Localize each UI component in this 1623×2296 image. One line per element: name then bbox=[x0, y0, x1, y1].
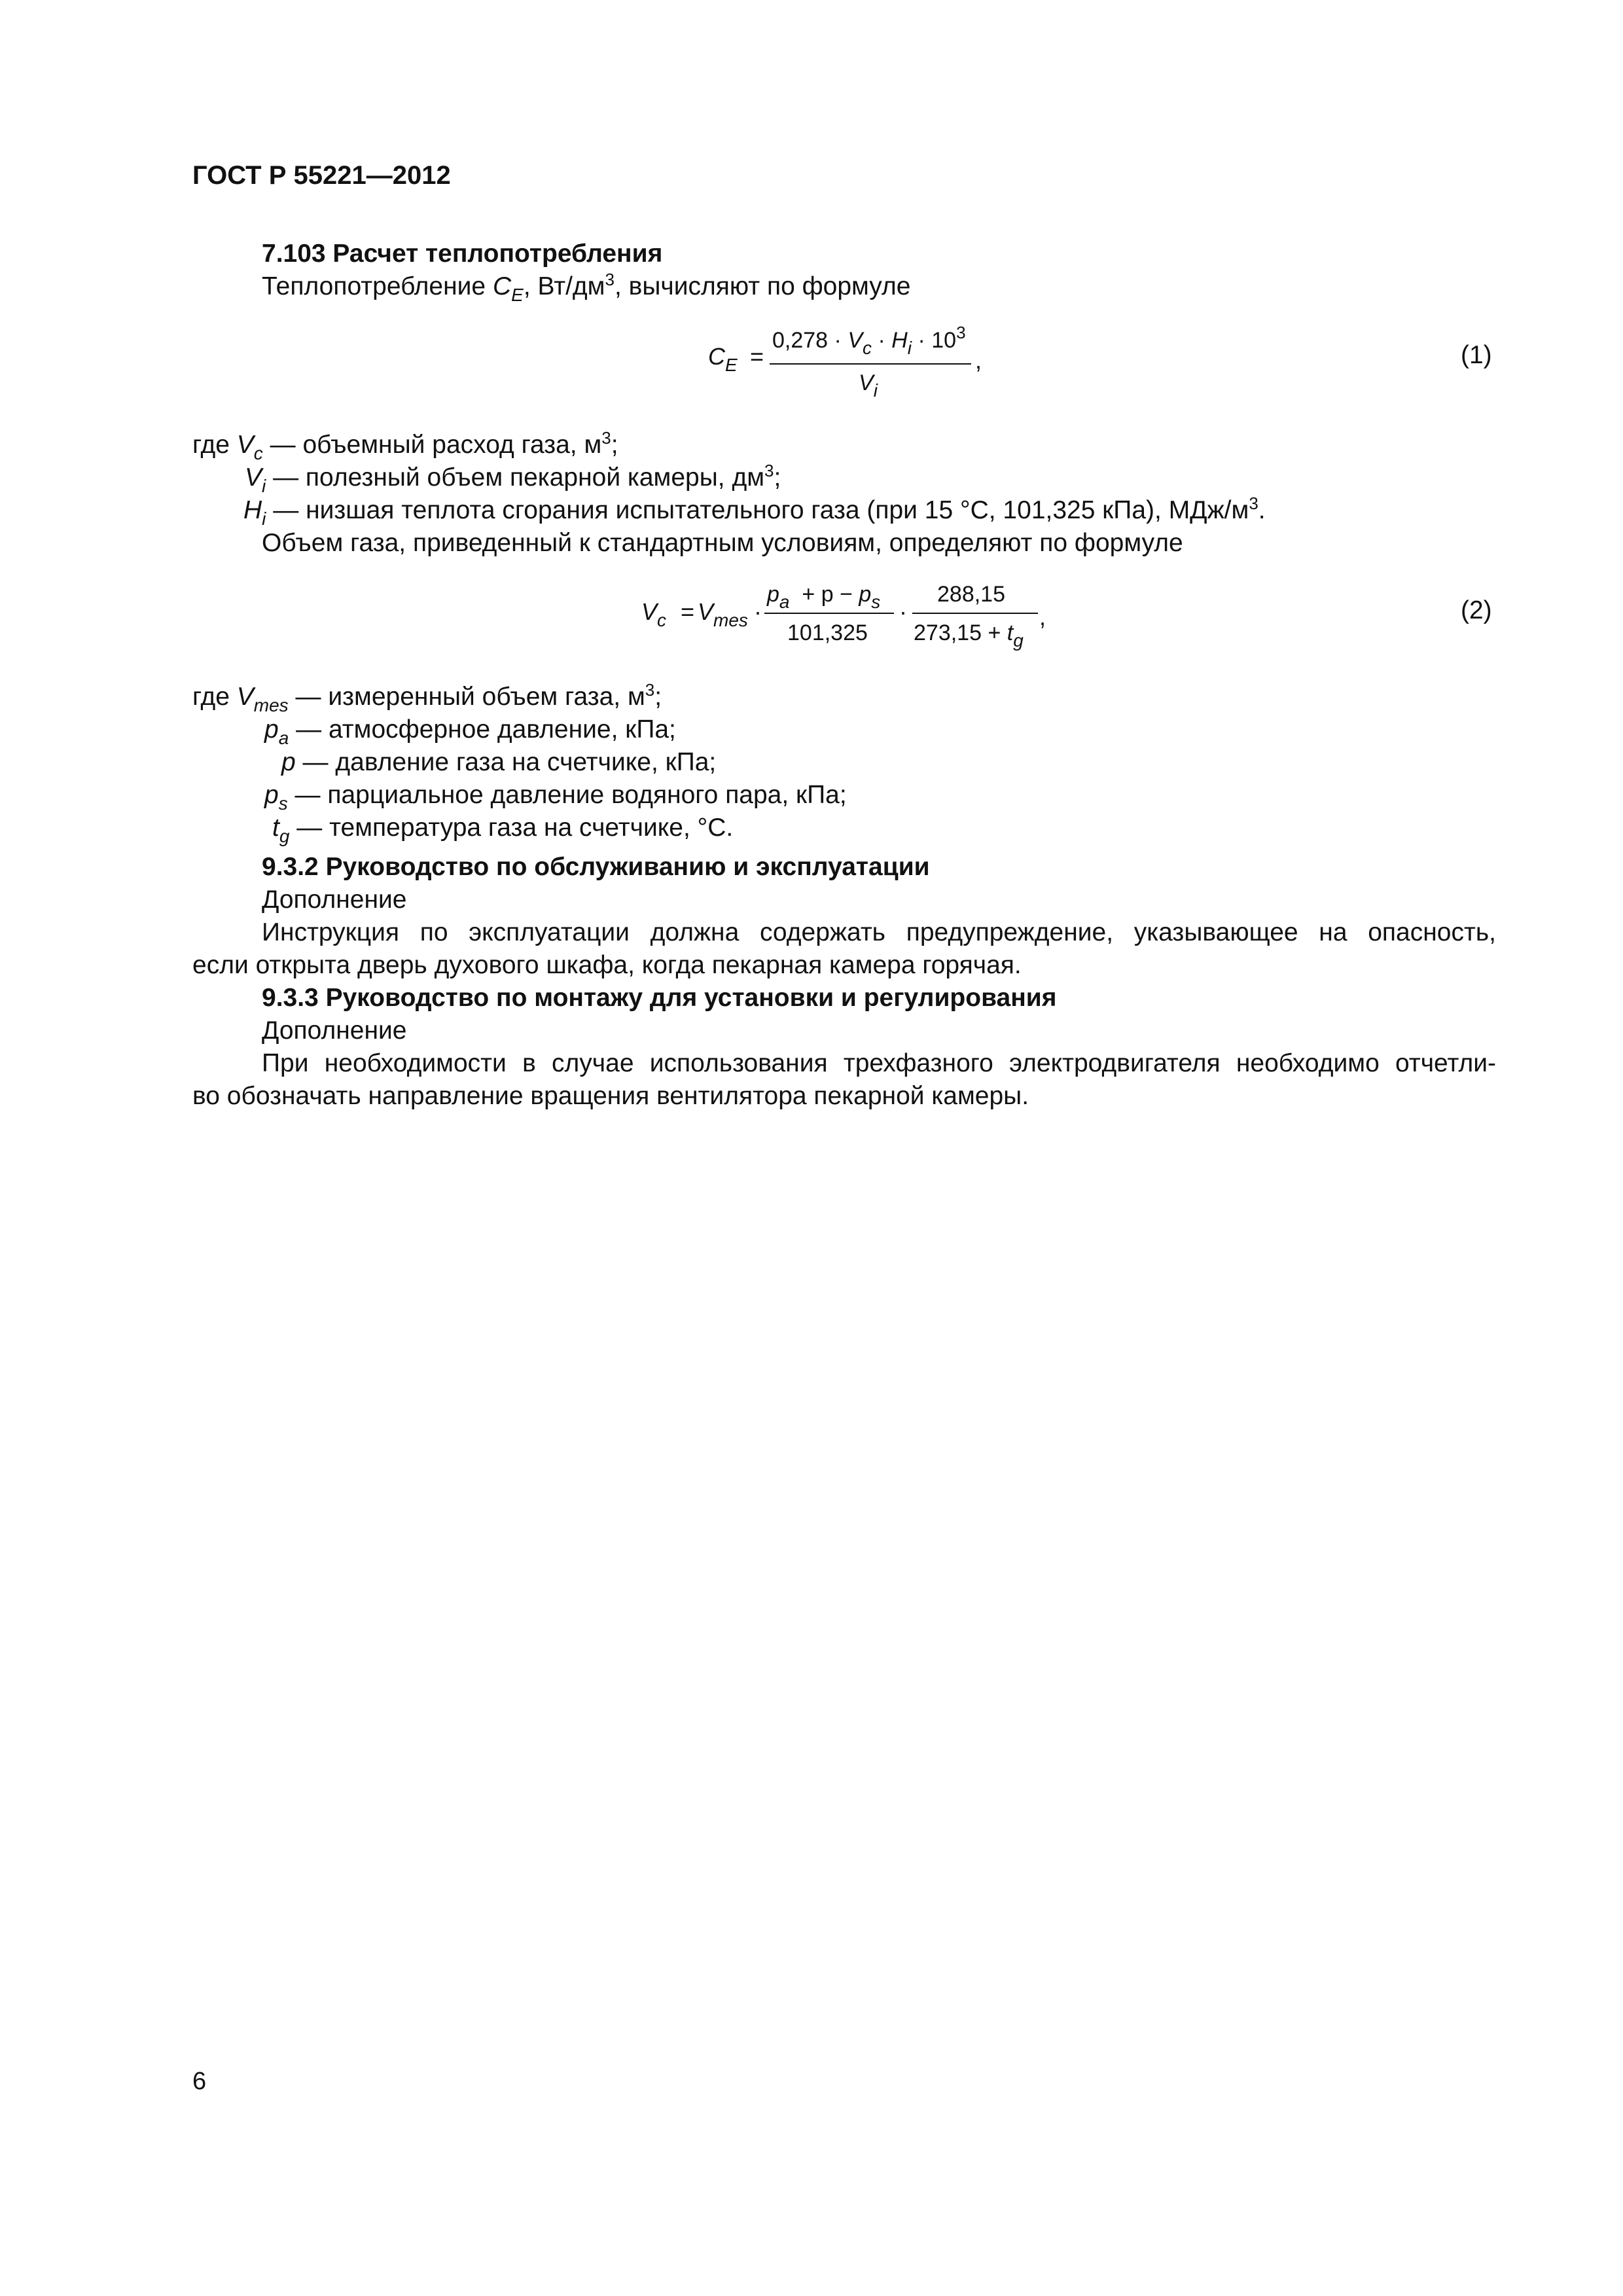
f2-frac2-numerator: 288,15 bbox=[937, 582, 1005, 607]
f2-dot-2: · bbox=[899, 598, 907, 625]
where2-line-4: $p_s$ — парциальное давление водяного пара, кПа; bbox=[264, 781, 847, 814]
intro-line bbox=[262, 270, 910, 303]
f1-denominator: $V_i$ bbox=[859, 370, 878, 401]
section-heading-9-3-2: 9.3.2 Руководство по обслуживанию и эксплуатации bbox=[262, 853, 930, 881]
f2-equals: = bbox=[681, 598, 695, 625]
f2-vmes: $V_{mes}$ bbox=[698, 598, 748, 630]
f2-equation-number: (2) bbox=[1461, 596, 1492, 624]
section-heading-7-103: 7.103 Расчет теплопотребления bbox=[262, 240, 663, 268]
paragraph-9-3-2-line-1: Инструкция по эксплуатации должна содержать предупреждение, указывающее на опасность, bbox=[262, 918, 1496, 946]
volume-intro-line: Объем газа, приведенный к стандартным условиям, определяют по формуле bbox=[262, 529, 1183, 557]
intro-text-c: , вычисляют по формуле bbox=[614, 272, 911, 300]
where1-line-2: $V_i$ — полезный объем пекарной камеры, $дм^3$; bbox=[245, 461, 781, 496]
f1-numerator: $0,278 \cdot V_c \cdot H_i \cdot 10^3$ bbox=[772, 323, 966, 358]
where1-line-1: где $V_c$ — объемный расход газа, $м^3$; bbox=[192, 428, 618, 463]
f2-frac1-denominator: 101,325 bbox=[787, 620, 868, 645]
f2-lhs: $V_c$ bbox=[641, 598, 667, 630]
supplement-label-9-3-2: Дополнение bbox=[262, 886, 407, 914]
where2-line-3: p — давление газа на счетчике, кПа; bbox=[281, 748, 717, 776]
f1-equals: = bbox=[750, 343, 764, 370]
intro-text-a: Теплопотребление bbox=[262, 272, 493, 300]
paragraph-9-3-3-line-1: При необходимости в случае использования трехфазного электродвигателя необходимо отчетли- bbox=[262, 1049, 1496, 1077]
intro-sub: E bbox=[511, 285, 524, 305]
f2-frac2-bar bbox=[912, 613, 1038, 614]
where2-line-1: где $V_{mes}$ — измеренный объем газа, $м^3$; bbox=[192, 680, 662, 715]
intro-text-b: , Вт/дм bbox=[523, 272, 605, 300]
document-header: ГОСТ Р 55221—2012 bbox=[192, 161, 451, 190]
f2-dot-1: · bbox=[754, 598, 762, 625]
f2-frac1-bar bbox=[764, 613, 894, 614]
intro-sup: 3 bbox=[605, 270, 615, 289]
f1-fraction-bar bbox=[770, 363, 971, 365]
where1-line-3: $H_i$ — низшая теплота сгорания испытательного газа (при 15 °С, 101,325 кПа), МДж/$м^3$. bbox=[243, 493, 1266, 529]
f1-equation-number: (1) bbox=[1461, 341, 1492, 369]
f2-comma: , bbox=[1039, 603, 1046, 630]
where2-line-5: $t_g$ — температура газа на счетчике, °С. bbox=[272, 814, 734, 846]
paragraph-9-3-2-line-2: если открыта дверь духового шкафа, когда пекарная камера горячая. bbox=[192, 951, 1022, 979]
supplement-label-9-3-3: Дополнение bbox=[262, 1016, 407, 1045]
intro-var: C bbox=[492, 272, 512, 300]
where2-line-2: $p_a$ — атмосферное давление, кПа; bbox=[264, 715, 676, 748]
paragraph-9-3-3-line-2: во обозначать направление вращения вентилятора пекарной камеры. bbox=[192, 1082, 1029, 1110]
f1-lhs: $C_E$ bbox=[708, 343, 738, 375]
f2-frac1-numerator: $p_a + p - p_s$ bbox=[767, 582, 881, 612]
f1-comma: , bbox=[975, 347, 982, 374]
section-heading-9-3-3: 9.3.3 Руководство по монтажу для установки и регулирования bbox=[262, 984, 1057, 1012]
page-number: 6 bbox=[192, 2068, 207, 2095]
f2-frac2-denominator: $273,15 + t_g$ bbox=[914, 620, 1024, 651]
